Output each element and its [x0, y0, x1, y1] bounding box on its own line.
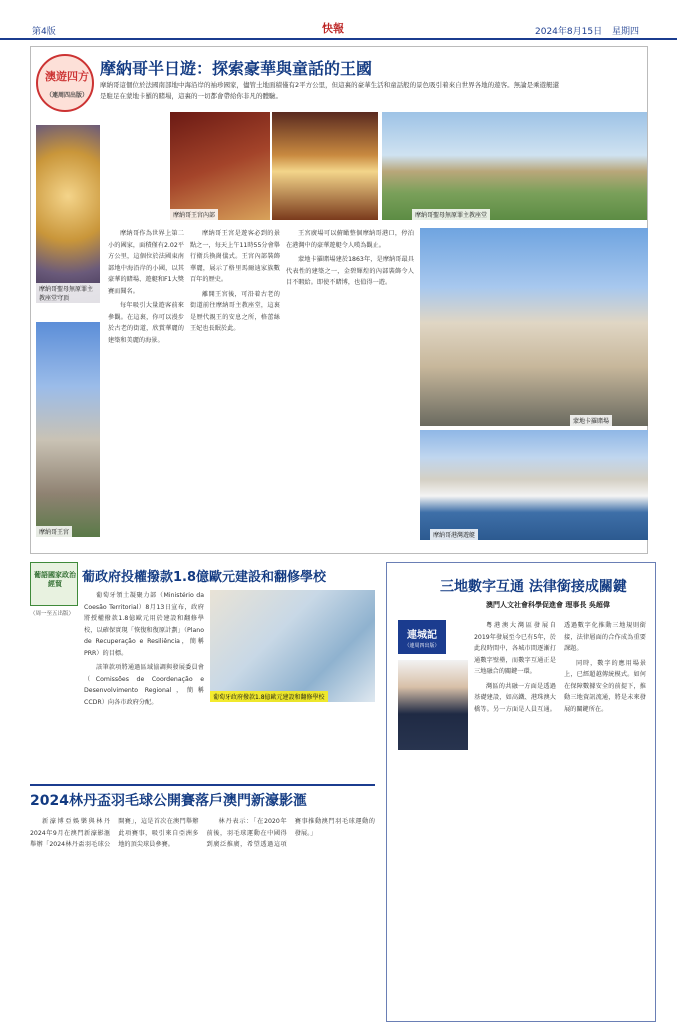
news-tag — [30, 562, 78, 606]
photo-caption: 葡萄牙政府撥款1.8億歐元建設和翻修學校 — [210, 691, 328, 702]
news-body — [84, 590, 204, 770]
photo-dome — [36, 125, 100, 303]
paragraph: 離開王宮後，可沿着古老的街道前往摩納哥主教座堂，這裏是歷代親王的安息之所，格蕾絲王妃也長眠於此。 — [190, 290, 280, 332]
paragraph: 蒙地卡羅賭場建於1863年，是摩納哥最具代表性的建築之一，金碧輝煌的內部裝飾令人目不暇給。即使不賭博，也值得一遊。 — [286, 256, 414, 286]
badge-subtitle: （連周四出版） — [45, 92, 88, 99]
news-title: 2024林丹盃羽毛球公開賽落戶澳門新濠影滙 — [30, 793, 307, 809]
paragraph: 王宮廣場可以俯瞰整個摩納哥港口，停泊在港灣中的豪華遊艇令人嘆為觀止。 — [286, 230, 414, 249]
photo-caption: 摩納哥聖母無原罪主教座堂 — [412, 209, 490, 220]
feature-column-1 — [108, 228, 184, 538]
photo-caption: 摩納哥王宮內部 — [170, 209, 218, 220]
badge-title: 澳遊四方 — [45, 70, 89, 83]
feature-lede: 摩納哥這個位於法國南部地中海沿岸的袖珍國家，儘管土地面積僅有2平方公里，但這裏的豪華生活和童話般的景色吸引着來自世界各地的遊客。無論是乘遊艇還是駐足在蒙地卡羅的賭場，這裏的一切都會帶給你非凡的體驗。 — [100, 81, 560, 100]
opinion-tag-title: 連城記 — [407, 630, 437, 641]
paragraph: 每年吸引大量遊客前來參觀。在這裏，你可以漫步於古老的街道，欣賞華麗的建築和美麗的海景。 — [108, 302, 184, 344]
paragraph: 摩納哥王宮是遊客必到的景點之一，每天上午11時55分會舉行衛兵換崗儀式。王宮內部裝飾華麗，展示了格里馬爾迪家族數百年的歷史。 — [190, 230, 280, 283]
weekday: 星期四 — [612, 27, 640, 37]
paragraph: 灣區的共融一方面是透過基礎建設，如高鐵、港珠澳大橋等。另一方面是人員互通。透過數字化推動三地規則銜接，法律層面的合作成為重要課題。 — [474, 622, 646, 713]
photo-caption: 摩納哥王宮 — [36, 526, 72, 537]
column-badge — [36, 54, 94, 112]
masthead: 快報 — [322, 22, 344, 35]
paragraph: 同時，數字的應用場景上，已經超越傳統模式。如何在保障數據安全的前提下，推動三地資訊流通，將是未來發展的關鍵所在。 — [564, 659, 646, 713]
news-tag-title: 葡語國家政治經貿 — [34, 571, 76, 588]
feature-column-2 — [190, 228, 280, 538]
photo-school — [210, 590, 375, 702]
news-title: 葡政府投權撥款1.8億歐元建設和翻修學校 — [82, 570, 327, 585]
divider — [30, 784, 375, 786]
opinion-tag — [398, 620, 446, 654]
page-header — [0, 0, 677, 40]
paragraph: 葡萄牙領土凝聚力部（Ministério da Coesão Territorial）8月13日宣布，政府將授權撥款1.8億歐元用於建設和翻修學校，以確保實現「恢復和復原計劃」（Plano de Recuperação e Resiliência，簡稱 PRR）的目標。 — [84, 592, 204, 657]
author-portrait — [398, 660, 468, 750]
feature-column-3 — [286, 228, 414, 538]
paragraph: 林丹表示：「在2020年前後，羽毛球運動在中國得到廣泛推廣，希望透過這項賽事推動澳門羽毛球運動的發展。」 — [206, 818, 375, 848]
photo-palace-interior — [170, 112, 270, 220]
paragraph: 該筆款項將通過區域協調與發展委員會（Comissões de Coordenação e Desenvolvimento Regional，簡稱 CCDR）向各市政府分配。 — [84, 664, 204, 706]
opinion-tag-subtitle: （連周四出版） — [404, 643, 440, 649]
paragraph: 摩納哥作為世界上第二小的國家，面積僅有2.02平方公里，這個位於法國東南部地中海沿岸的小國，以其豪華的賭場、遊艇和F1大獎賽而聞名。 — [108, 230, 184, 295]
opinion-author: 澳門人文社會科學促進會 理事長 吳超偉 — [486, 601, 610, 609]
photo-caption: 蒙地卡羅賭場 — [570, 415, 612, 426]
news-body — [30, 816, 375, 1016]
photo-cathedral — [382, 112, 647, 220]
photo-caption: 摩納哥港灣遊艇 — [430, 529, 478, 540]
page-number: 第4版 — [32, 27, 56, 37]
paragraph: 新濠博亞娛樂與林丹2024年9月在澳門新濠影滙舉辦「2024林丹盃羽毛球公開賽」，這是首次在澳門舉辦此項賽事，吸引來自亞洲多地的頂尖球員參賽。 — [30, 818, 199, 848]
opinion-title: 三地數字互通 法律銜接成關鍵 — [440, 579, 627, 595]
feature-title: 摩納哥半日遊：探索豪華與童話的王國 — [100, 59, 373, 78]
paragraph: 粵港澳大灣區發展自2019年發展至今已有5年，於此段時間中，各城市間逐漸打通數字壁壘，而數字互通正是三地融合的關鍵一環。 — [474, 622, 556, 675]
photo-palace — [36, 322, 100, 537]
opinion-body — [474, 620, 646, 1010]
photo-chandelier — [272, 112, 378, 220]
photo-caption: 摩納哥聖母無原罪主教座堂穹頂 — [36, 283, 100, 303]
photo-harbour — [420, 430, 648, 540]
news-tag-subtitle: （周一至五出版） — [30, 611, 75, 617]
photo-casino — [420, 228, 648, 426]
issue-date: 2024年8月15日 — [535, 27, 603, 37]
